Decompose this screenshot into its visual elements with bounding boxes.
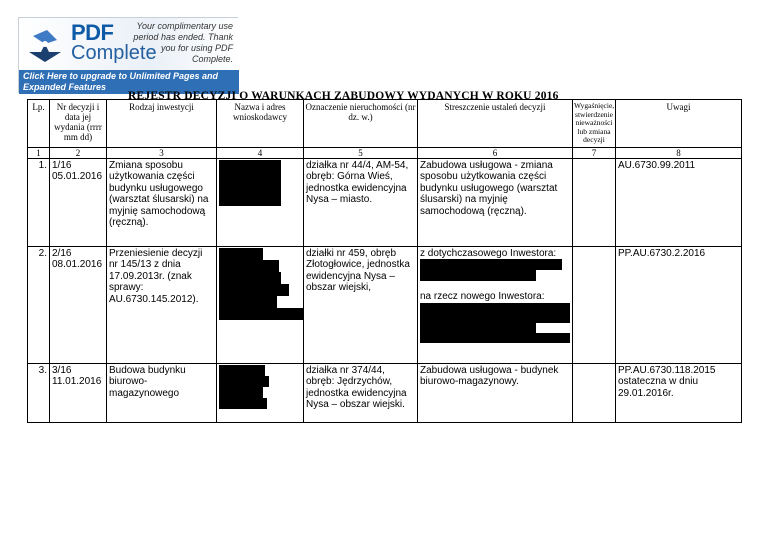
redaction-block	[219, 260, 279, 272]
row-investment-type: Zmiana sposobu użytkowania części budynku usługowego (warsztat ślusarski) na myjnię samochodową (ręczną).	[107, 158, 217, 246]
column-header-applicant: Nazwa i adres wnioskodawcy	[217, 100, 304, 148]
row-lp: 3.	[28, 363, 50, 422]
summary-new-investor: na rzecz nowego Inwestora:	[420, 291, 545, 302]
column-header-lp: Lp.	[28, 100, 50, 148]
row-expiry	[573, 158, 616, 246]
column-number-row	[28, 147, 742, 158]
table-row	[28, 246, 742, 363]
column-header-summary: Streszczenie ustaleń decyzji	[418, 100, 573, 148]
redaction-block	[219, 284, 289, 296]
row-investment-type: Przeniesienie decyzji nr 145/13 z dnia 17.09.2013r. (znak sprawy: AU.6730.145.2012).	[107, 246, 217, 363]
column-number: 4	[217, 147, 304, 158]
row-lp: 2.	[28, 246, 50, 363]
column-number: 7	[573, 147, 616, 158]
row-summary	[418, 246, 573, 363]
redaction-block	[219, 248, 263, 260]
column-number: 6	[418, 147, 573, 158]
row-expiry	[573, 363, 616, 422]
banner-message: Your complimentary use period has ended. Thank you for using PDF Complete.	[133, 21, 233, 64]
row-decision-number: 2/16 08.01.2016	[50, 246, 107, 363]
column-header-investment-type: Rodzaj inwestycji	[107, 100, 217, 148]
redaction-block	[219, 308, 303, 320]
banner-logo-area	[19, 18, 239, 70]
redaction-block	[219, 160, 281, 206]
row-property: działka nr 44/4, AM-54, obręb: Górna Wieś, jednostka ewidencyjna Nysa – miasto.	[304, 158, 418, 246]
redaction-block	[420, 270, 536, 281]
row-investment-type: Budowa budynku biurowo-magazynowego	[107, 363, 217, 422]
table-row	[28, 158, 742, 246]
row-notes: PP.AU.6730.2.2016	[616, 246, 742, 363]
redaction-block	[219, 376, 269, 387]
register-title: REJESTR DECYZJI O WARUNKACH ZABUDOWY WYDANYCH W ROKU 2016	[128, 90, 559, 102]
logo-word-pdf: PDF	[71, 20, 114, 45]
decisions-table	[27, 99, 742, 423]
row-property: działka nr 374/44, obręb: Jędrzychów, jednostka ewidencyjna Nysa – obszar wiejski.	[304, 363, 418, 422]
row-summary: Zabudowa usługowa - zmiana sposobu użytkowania części budynku usługowego (warsztat ślusarski) na myjnię samochodową (ręczną).	[418, 158, 573, 246]
row-applicant	[217, 158, 304, 246]
redaction-block	[420, 323, 536, 333]
table-row	[28, 363, 742, 422]
row-notes: PP.AU.6730.118.2015 ostateczna w dniu 29.01.2016r.	[616, 363, 742, 422]
table-header-row	[28, 100, 742, 148]
summary-previous-investor: z dotychczasowego Inwestora:	[420, 247, 557, 259]
redaction-block	[219, 296, 277, 308]
row-property: działki nr 459, obręb Złotogłowice, jednostka ewidencyjna Nysa – obszar wiejski,	[304, 246, 418, 363]
column-number: 3	[107, 147, 217, 158]
redaction-block	[219, 365, 265, 376]
row-applicant	[217, 246, 304, 363]
upgrade-link[interactable]: Click Here to upgrade to Unlimited Pages and Expanded Features	[19, 70, 239, 94]
row-applicant	[217, 363, 304, 422]
column-header-expiry: Wygaśnięcie, stwierdzenie nieważności lub zmiana decyzji	[573, 100, 616, 148]
column-header-decision-number: Nr decyzji i data jej wydania (rrrr mm dd)	[50, 100, 107, 148]
row-expiry	[573, 246, 616, 363]
redaction-block	[219, 387, 263, 398]
column-number: 8	[616, 147, 742, 158]
redaction-block	[219, 398, 267, 409]
column-number: 5	[304, 147, 418, 158]
redaction-block	[420, 313, 570, 323]
column-header-notes: Uwagi	[616, 100, 742, 148]
redaction-block	[420, 303, 570, 313]
row-summary: Zabudowa usługowa - budynek biurowo-magazynowy.	[418, 363, 573, 422]
pdf-complete-logo-icon	[23, 22, 67, 66]
row-decision-number: 3/16 11.01.2016	[50, 363, 107, 422]
row-notes: AU.6730.99.2011	[616, 158, 742, 246]
logo-word-complete: Complete	[71, 42, 157, 64]
row-decision-number: 1/16 05.01.2016	[50, 158, 107, 246]
redaction-block	[420, 259, 562, 270]
row-lp: 1.	[28, 158, 50, 246]
redaction-block	[420, 333, 570, 343]
column-header-property: Oznaczenie nieruchomości (nr dz. w.)	[304, 100, 418, 148]
column-number: 1	[28, 147, 50, 158]
redaction-block	[219, 272, 281, 284]
upgrade-banner[interactable]	[18, 17, 238, 93]
column-number: 2	[50, 147, 107, 158]
